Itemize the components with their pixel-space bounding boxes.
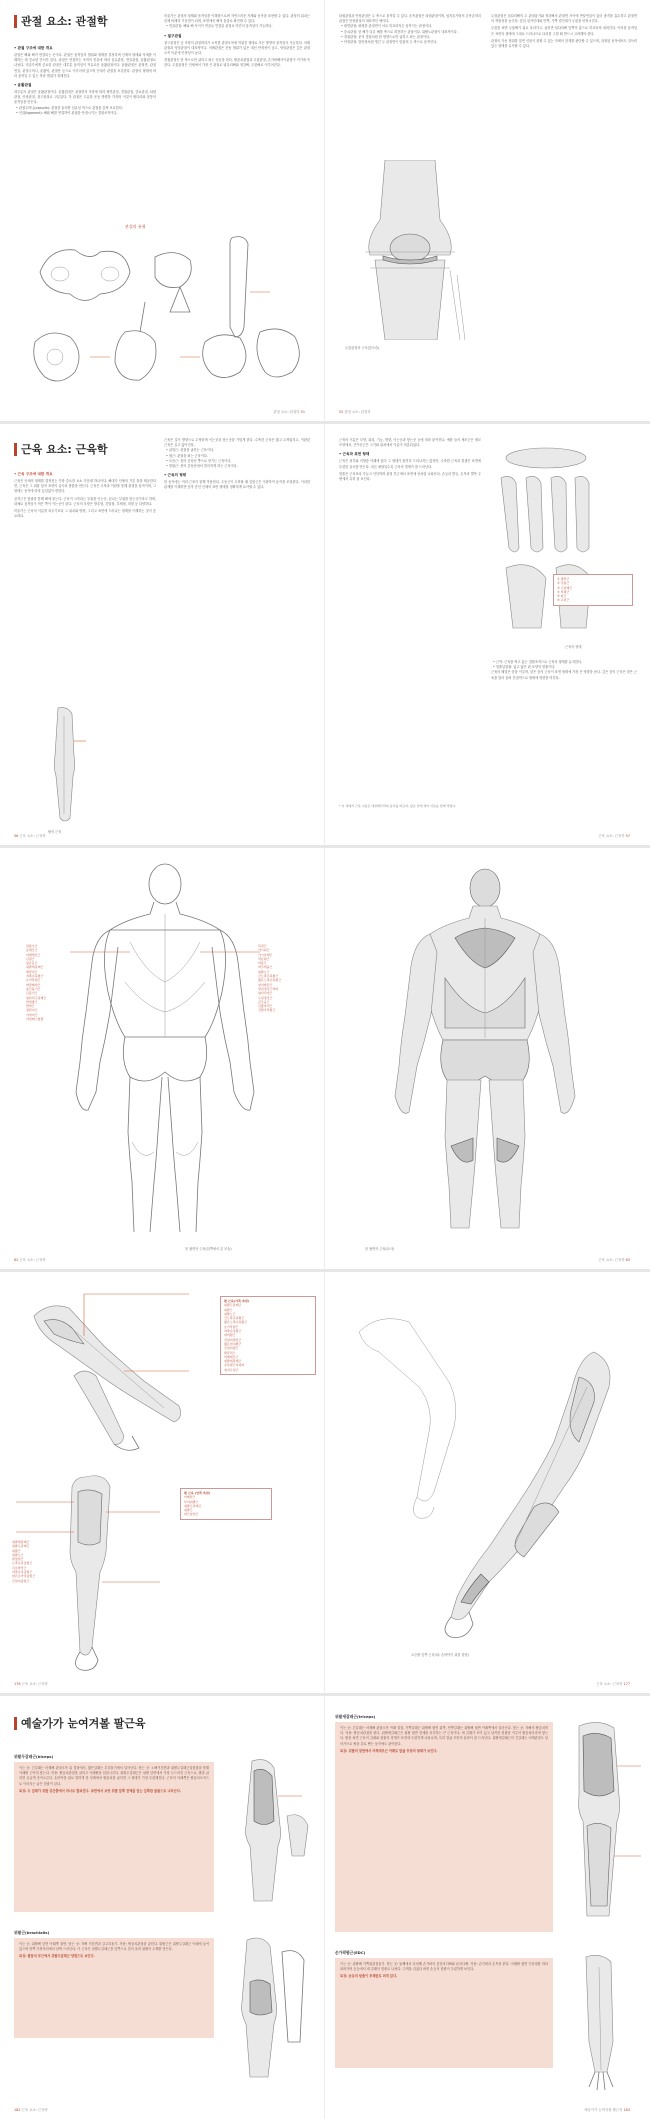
muscle-label: 마름근	[258, 961, 267, 966]
page-183	[325, 1696, 650, 2119]
chapter-marker	[14, 443, 17, 456]
muscle-label: 긴엄지굽힘근	[12, 1578, 30, 1583]
muscle-label: 자쪽손목폄근	[26, 974, 44, 979]
legend-item: ① 방추근	[557, 577, 570, 581]
text-column-1	[339, 438, 481, 482]
knee-joint-illustration	[345, 160, 480, 340]
legend-item: ③ 두갈래근	[557, 585, 573, 590]
page-52	[325, 0, 650, 421]
muscle-label: 짧은엄지폄근	[224, 1341, 242, 1346]
brachialis-info-box	[14, 1938, 214, 2038]
muscle-label: 넙다리두갈래근	[26, 995, 47, 1000]
muscle-label: 긴노쪽손목폄근	[224, 1316, 245, 1321]
edc-info-box	[335, 1958, 553, 2068]
muscle-label: 위팔근	[184, 1508, 193, 1513]
folio-title: 관절 요소: 관절학	[273, 410, 300, 414]
paragraph: 관절의 가동 범위를 알면 인물이 취할 수 있는 자세의 한계를 판단할 수 있으며, 과장된 동작에서도 설득력 있는 형태를 유지할 수 있다.	[491, 38, 637, 49]
footnote: * 이 책에서 근육 이름은 대한해부학회 용어를 따르며, 괄호 안에 영어 이름을 함께 적었다.	[339, 804, 457, 808]
bullet: • 경첩관절: 문의 경첩처럼 한 방향으로만 굽히고 펴는 관절이다.	[341, 34, 431, 39]
bullet: • 안장관절: 말안장처럼 생긴 두 관절면이 맞물려 두 축으로 움직인다.	[341, 40, 438, 45]
figure-caption: 몸 뒷면의 근육(뒤쪽에서 본 모습)	[185, 1247, 232, 1251]
muscle-label: 위팔세갈래근	[26, 965, 44, 970]
muscle-label: 짧은노쪽손목폄근	[258, 978, 282, 983]
muscle-label: 위팔노근	[12, 1552, 24, 1557]
biceps-illustration	[222, 1756, 317, 1906]
paragraph: 대부분의 관절은 윤활관절이다. 윤활관절은 관절면의 모양에 따라 평면관절, 경첩관절, 중쇠관절, 타원관절, 안장관절, 절구관절로 구분된다. 각 관절은 고유한 운동 방향을 가지며 이것이 팔다리와 몸통의 움직임을 만든다.	[14, 90, 156, 105]
page-56	[0, 424, 325, 845]
back-muscle-drawing	[385, 868, 585, 1238]
page-footer	[598, 1257, 630, 1262]
muscle-label: 네모엎침근	[184, 1512, 199, 1517]
muscle-label: 새끼폄근	[224, 1333, 236, 1338]
page-177	[325, 1272, 650, 1693]
medial-arm-muscle-box	[180, 1488, 272, 1520]
muscle-label: 위팔두갈래근	[12, 1544, 30, 1549]
folio-title: 근육 요소: 근육학	[21, 2108, 48, 2112]
muscle-label: 위팔세갈래근	[12, 1540, 30, 1544]
page-number: 176	[14, 1682, 21, 1686]
folio-title: 근육 요소: 근육학	[21, 1682, 48, 1686]
bullet: • 인대(ligament): 뼈와 뼈를 연결하여 관절을 안정시키는 결합조직이다.	[16, 110, 118, 115]
muscle-label: 긴발가락폄근	[258, 1008, 276, 1013]
legend-item: ⑥ 고리근	[557, 598, 570, 603]
page-footer	[584, 2107, 630, 2112]
muscle-label: 위팔세갈래근	[224, 1359, 242, 1364]
muscle-label: 위팔두갈래근	[184, 1503, 202, 1508]
paragraph: 근육은 피부와 지방층 아래에 있어 그 형태가 완전히 드러나지는 않지만, 수축한 근육과 힘줄은 표면에 뚜렷한 굴곡을 만든다. 마른 체형일수록 근육의 경계가 잘 드러난다.	[339, 459, 481, 469]
muscle-label: 넓은등근	[26, 961, 38, 966]
chapter-heading	[14, 14, 107, 28]
muscle-label: 긴엄지벌림근	[224, 1337, 242, 1342]
page-number: 56	[14, 834, 19, 838]
bullet: • 모음근: 몸의 중심선 쪽으로 당기는 근육이다.	[166, 458, 232, 463]
spread-arm-muscles	[0, 1272, 650, 1696]
paragraph: 이는 곳: 긴갈래는 어깨뼈 관절오목 위 결절에서, 짧은갈래는 부리돌기에서 일어난다. 닿는 곳: 노뼈거친면과 위팔두갈래근널힘줄을 통해 아래팔 근막에 닿는다. 작용: 팔꿈치관절을 굽히고 아래팔을 뒤침시킨다. 위팔두갈래근은 위팔 앞면에서 가장 두드러진 근육으로, 팔을 굽히면 둥글게 솟아오른다. 손바닥을 위로 향하게 한 상태에서 팔꿈치를 굽히면 그 형태가 가장 뚜렷해진다. 근육의 아래쪽은 팔꿈치오목으로 이어지는 굵은 힘줄이 된다.	[19, 1766, 209, 1786]
page-footer	[339, 409, 371, 414]
section-label: 위팔근(brachialis)	[14, 1930, 50, 1935]
arm-lateral-illustration	[14, 1286, 189, 1456]
page-176	[0, 1272, 325, 1693]
legend-item: ② 깃털근	[557, 581, 570, 586]
paragraph: 무릎관절은 넙다리뼈의 두 관절융기와 정강뼈의 관절면 사이에 반달연골이 있어 충격을 흡수하고 관절면의 적합성을 높인다. 앞뒤 십자인대와 안쪽, 가쪽 곁인대가 무릎을 안정시킨다.	[491, 14, 637, 24]
forearm-extensor-illustration	[561, 1952, 641, 2092]
paragraph: 경첩관절은 한 축으로만 굽히고 펴는 운동을 한다. 팔꿈치관절과 무릎관절, 손가락뼈사이관절이 여기에 속한다. 무릎관절은 인체에서 가장 큰 관절로 넙다리뼈와 정강뼈, 무릎뼈로 이루어진다.	[164, 58, 310, 68]
text-column-2	[491, 14, 637, 49]
muscle-label: 얕은손가락굽힘근	[12, 1574, 36, 1579]
paragraph: 타원관절과 안장관절은 두 축으로 움직일 수 있다. 손목관절은 타원관절이며, 엄지손가락의 손목손허리관절은 안장관절의 대표적인 예이다.	[339, 14, 481, 24]
legend-item: ④ 부채근	[557, 589, 570, 594]
muscle-label: 작은원근	[258, 956, 270, 961]
page-number: 183	[623, 2108, 630, 2112]
muscle-label: 큰모음근	[258, 999, 270, 1004]
muscle-label: 어깨밑근	[184, 1495, 196, 1500]
chapter-title: 관절 요소: 관절학	[21, 15, 108, 28]
muscle-label: 엄지두덩근	[224, 1367, 239, 1372]
bullet: • 근막: 근육을 싸고 있는 결합조직으로 근육의 형태를 유지한다.	[493, 660, 583, 664]
muscle-label: 반힘줄근	[26, 999, 38, 1004]
muscle-shapes-illustration	[491, 438, 601, 638]
muscle-label: 팔꿈치근	[26, 969, 38, 974]
right-label-list	[258, 944, 281, 1013]
muscle-label: 바깥배빗근	[26, 982, 41, 987]
muscle-label: 가시위근	[258, 948, 270, 953]
figure-title: 관절의 유형	[125, 224, 146, 229]
paragraph: 골격근은 힘줄을 통해 뼈에 붙는다. 근육이 시작되는 부위를 이는곳, 끝나는 부위를 닿는곳이라고 하며, 대체로 움직임이 적은 쪽이 이는곳이 된다. 근육의 모양은 방추형, 깃털형, 부채형, 띠형 등 다양하다.	[14, 496, 156, 506]
spread-muscles-intro	[0, 424, 650, 848]
paragraph: 근육은 길이 방향으로 수축하며 이는곳과 닿는곳을 가깝게 한다. 수축한 근육은 짧고 두꺼워지고, 이완된 근육은 길고 얇아진다.	[164, 438, 310, 448]
chapter-title: 근육 요소: 근육학	[21, 443, 108, 456]
feature-note: 특징: 팔꿈치 부근에서 위팔두갈래근 양옆으로 보인다.	[19, 1954, 95, 1959]
subheading: • 관절 구조에 대한 개요	[14, 46, 53, 50]
page-footer	[598, 833, 630, 838]
muscle-label: 팔꿈치근	[224, 1350, 236, 1355]
figure-caption: 팔의 근육	[48, 830, 62, 834]
paragraph: 이는 곳: 긴갈래는 어깨뼈 관절오목 아래 결절, 가쪽갈래는 위팔뼈 뒷면 위쪽, 안쪽갈래는 위팔뼈 뒷면 아래쪽에서 일어난다. 닿는 곳: 자뼈의 팔꿈치머리. 작용: 팔꿈치관절을 편다. 위팔세갈래근은 위팔 뒷면 전체를 차지하는 큰 근육이다. 세 갈래가 모여 넓고 납작한 힘줄을 이루어 팔꿈치머리에 닿는다. 팔을 펴면 근육의 갈래와 힘줄의 경계가 표면에 뚜렷하게 나타나며, 특히 말굽 모양의 윤곽이 잘 드러난다. 위팔세갈래근의 긴갈래는 어깨관절도 넘어가므로 팔을 뒤로 뻗는 동작에도 관여한다.	[340, 1726, 548, 1746]
page-footer	[14, 2107, 48, 2112]
page-number: 62	[14, 1258, 19, 1262]
left-label-list	[26, 944, 46, 1021]
page-number: 52	[339, 410, 344, 414]
spread-joints	[0, 0, 650, 424]
folio-title: 예술가가 눈여겨볼 팔근육	[584, 2108, 623, 2112]
lateral-arm-muscle-box	[220, 1296, 316, 1375]
muscle-label: 손가락폄근	[26, 978, 41, 983]
muscle-label: 위팔두갈래근	[224, 1303, 242, 1308]
muscle-label: 긴노쪽손목폄근	[258, 974, 279, 979]
muscle-label: 중간볼기근	[26, 986, 41, 991]
muscle-label: 엉덩정강근막띠	[258, 986, 279, 991]
muscle-label: 아킬레스힘줄	[26, 1017, 44, 1022]
bullet: • 평면관절: 평평한 관절면이 서로 미끄러지듯 움직이는 관절이다.	[341, 24, 433, 29]
subheading: • 절구관절	[164, 33, 182, 38]
page-footer	[273, 409, 305, 414]
text-column-1	[14, 42, 156, 116]
brachialis-illustration	[222, 1932, 317, 2082]
chapter-heading	[14, 442, 107, 456]
paragraph: 이는 곳: 위팔뼈 앞면 아래쪽 절반. 닿는 곳: 자뼈 거친면과 갈고리돌기. 작용: 팔꿈치관절을 굽힌다. 위팔근은 위팔두갈래근 아래에 놓여 있으며 양쪽 가장자리에서 살짝 드러난다. 이 근육은 위팔두갈래근을 앞쪽으로 밀어 올려 위팔의 두께를 만든다.	[19, 1942, 209, 1952]
subheading: • 근육 구조에 대한 개요	[14, 472, 53, 476]
triceps-illustration	[559, 1716, 644, 1926]
paragraph: 한 동작에는 여러 근육이 함께 작용한다. 주동근이 수축할 때 길항근은 이완하여 동작을 조절한다. 이러한 관계를 이해하면 동작 중인 인체의 표면 형태를 정확하게 묘사할 수 있다.	[164, 480, 310, 490]
muscle-label: 노쪽손목굽힘근	[12, 1561, 33, 1566]
muscle-label: 손가락폄근	[224, 1324, 239, 1329]
subheading: • 윤활관절	[14, 83, 32, 88]
muscle-label: 가자미근	[26, 1012, 38, 1017]
muscle-label: 가시아래근	[258, 952, 273, 957]
muscle-label: 어깨세모근	[224, 1354, 239, 1359]
subheading: • 근육의 형태	[164, 473, 187, 478]
muscle-label: 등세모근	[26, 948, 38, 953]
muscle-label: 뒤통수근	[26, 944, 38, 948]
muscle-label: 자쪽손목굽힘근	[12, 1570, 33, 1575]
page-number: 51	[300, 410, 305, 414]
bullet: • 벌림근: 몸의 중심선에서 멀어지게 하는 근육이다.	[166, 464, 238, 469]
muscle-label: 긴손바닥근	[12, 1565, 27, 1570]
box-title: 팔 근육(가쪽 측면)	[224, 1299, 250, 1303]
muscle-label: 손목폄근지지띠	[224, 1363, 245, 1368]
section-label: 위팔두갈래근(biceps)	[14, 1754, 54, 1759]
medial-label-list	[12, 1540, 35, 1583]
chapter-title: 예술가가 눈여겨볼 팔근육	[21, 1717, 146, 1730]
text-column-2	[164, 14, 310, 69]
folio-title: 근육 요소: 근육학	[598, 1258, 625, 1262]
bullet: • 힘줄널힘줄: 넓고 얇은 판 모양의 힘줄이다.	[493, 665, 556, 670]
page-number: 57	[625, 834, 630, 838]
bullet: • 굽힘근: 관절을 굽히는 근육이다.	[166, 448, 215, 453]
legend-item: ⑤ 띠근	[557, 594, 567, 599]
page-63	[325, 848, 650, 1269]
bullet: • 폄근: 관절을 펴는 근육이다.	[166, 453, 208, 458]
back-muscle-diagram	[70, 862, 260, 1242]
chapter-marker	[14, 1717, 17, 1730]
chapter-heading	[14, 1716, 146, 1730]
paragraph: 관절은 뼈와 뼈가 연결되는 곳이다. 관절은 움직임의 범위와 형태를 결정하며 인체의 형태와 자세를 이해하는 데 중요한 단서가 된다. 관절은 연결하는 조직의 종류에 따라 섬유관절, 연골관절, 윤활관절로 나뉜다. 미술가에게 중요한 관절은 대부분 움직임이 자유로운 윤활관절이다. 윤활관절은 관절면, 관절연골, 관절주머니, 윤활막, 관절안 등으로 이루어져 있으며 인대가 관절을 보강한다. 관절의 형태에 따라 움직일 수 있는 축과 범위가 정해진다.	[14, 53, 156, 78]
page-footer	[14, 1257, 46, 1262]
muscle-label: 장딴지근	[26, 1008, 38, 1013]
muscle-label: 원엎침근	[12, 1557, 24, 1562]
muscle-label: 자쪽손목폄근	[224, 1329, 242, 1334]
paragraph: 미술가는 근육의 이름을 외우기보다 그 위치와 방향, 그리고 표면에 드러나는 형태를 이해하는 것이 중요하다.	[14, 509, 156, 519]
paragraph: 근육의 배열은 층을 이루며, 얕은 층의 근육이 표면 형태에 가장 큰 영향을 준다. 깊은 층의 근육은 얕은 근육을 밀어 올려 간접적으로 형태에 영향을 미친다.	[491, 670, 637, 680]
spread-back-muscles	[0, 848, 650, 1272]
box-title: 팔 근육 (안쪽 측면)	[184, 1491, 211, 1495]
folio-title: 근육 요소: 근육학	[596, 1682, 623, 1686]
biceps-info-box	[14, 1762, 214, 1912]
figure-caption: 근육의 형태	[565, 645, 582, 649]
paragraph: 무릎을 펴면 무릎뼈가 위로 올라가고, 굽히면 넙다리뼈 앞쪽의 홈으로 미끄러져 내려간다. 이러한 움직임은 표면의 형태에 그대로 드러나므로 다리를 그릴 때 반드시 고려해야 한다.	[491, 26, 637, 36]
muscle-shape-legend	[553, 574, 633, 606]
paragraph: 근육의 이름은 모양, 위치, 기능, 방향, 이는곳과 닿는곳 등에 따라 붙여진다. 예를 들어 세모근은 세모 모양에서, 큰가슴근은 크기와 위치에서 이름이 비롯되었다.	[339, 438, 481, 448]
muscle-label: 위팔근	[12, 1548, 21, 1553]
paragraph: 미술가는 관절의 형태와 움직임을 이해함으로써 자연스러운 자세와 동작을 표현할 수 있다. 관절의 위치는 신체 비례의 기준점이 되며, 표면에서 뼈의 돌출로 확인할 수 있다.	[164, 14, 310, 24]
muscle-label: 어깨세모근	[26, 952, 41, 957]
muscle-label: 부리위팔근	[184, 1499, 199, 1504]
figure-caption: 몸 뒷면의 근육(묘사)	[365, 1247, 395, 1251]
feature-note: 특징: 두 갈래가 위팔 중간쯤에서 하나로 합쳐진다. 표면에서 보면 위팔 앞쪽 전체를 덮는 길쭉한 볼륨으로 나타난다.	[19, 1788, 181, 1793]
feature-note: 특징: 위팔의 뒷면에서 어깨세모근 아래로 말굽 모양의 형태가 보인다.	[340, 1748, 438, 1753]
page-number: 182	[14, 2108, 21, 2112]
muscle-label: 긴종아리근	[258, 1004, 273, 1009]
muscle-label: 위팔노근	[224, 1311, 236, 1316]
paragraph: 이는 곳: 위팔뼈 가쪽위관절융기. 닿는 곳: 둘째에서 다섯째 손가락의 중간마디뼈와 끝마디뼈. 작용: 손가락과 손목을 편다. 아래팔 뒷면 가운데를 따라 내려가며 손등에서 네 갈래의 힘줄로 나뉜다. 주먹을 쥐었다 펴면 손등의 힘줄이 뚜렷하게 보인다.	[340, 1962, 548, 1972]
folio-title: 근육 요소: 근육학	[19, 834, 46, 838]
page-51	[0, 0, 325, 421]
section-label: 손가락폄근(EDC)	[335, 1950, 366, 1955]
muscle-label: 위팔근	[224, 1307, 233, 1312]
chapter-marker	[14, 15, 17, 28]
page-footer	[596, 1681, 630, 1686]
paragraph: 절구관절은 공 모양의 관절머리가 오목한 관절오목에 끼워진 형태로 모든 방향의 움직임이 가능하다. 어깨관절과 엉덩관절이 대표적이다. 어깨관절은 운동 범위가 넓은 대신 안정성이 낮고, 엉덩관절은 깊은 관절오목 덕분에 안정성이 높다.	[164, 40, 310, 56]
page-57	[325, 424, 650, 845]
spread-arm-for-artists	[0, 1696, 650, 2119]
muscle-label: 짧은노쪽손목폄근	[224, 1320, 248, 1325]
folio-title: 근육 요소: 근육학	[19, 1258, 46, 1262]
page-62	[0, 848, 325, 1269]
paragraph: 근육은 인체의 형태를 결정짓는 가장 중요한 요소 가운데 하나이다. 뼈대가 인체의 기본 틀을 제공한다면, 근육은 그 위를 덮어 표면의 굴곡과 볼륨을 만든다. 근육은 수축과 이완을 통해 관절을 움직이며, 그 형태는 동작에 따라 끊임없이 변한다.	[14, 479, 156, 494]
page-number: 177	[623, 1682, 630, 1686]
page-footer	[14, 1681, 48, 1686]
page-number: 63	[625, 1258, 630, 1262]
muscle-label: 엄지벌림근	[258, 982, 273, 987]
folio-title: 관절 요소: 관절학	[344, 410, 371, 414]
muscle-label: 긴엄지폄근	[224, 1346, 239, 1351]
page-182	[0, 1696, 325, 2119]
text-column-2	[164, 438, 310, 491]
muscle-label: 넙다리빗근	[258, 991, 273, 996]
arm-anterior-sketch	[339, 1292, 629, 1642]
muscle-label: 반막근	[26, 1004, 35, 1009]
muscle-label: 위팔노근	[258, 969, 270, 974]
text-column-2	[491, 660, 637, 681]
muscle-label: 척주세움근	[258, 965, 273, 970]
arm-muscle-illustration	[40, 706, 90, 826]
bullet: • 중쇠관절: 한 뼈가 다른 뼈를 축으로 회전하는 관절이다. 위팔노관절이 대표적이다.	[341, 29, 458, 34]
folio-title: 근육 요소: 근육학	[598, 834, 625, 838]
muscle-label: 목빗근	[258, 944, 267, 948]
muscle-label: 큰볼기근	[26, 991, 38, 996]
subheading: • 근육과 표면 형태	[339, 452, 370, 457]
bullet: • 관절주머니(capsule): 관절을 둘러싼 섬유성 막으로 관절을 감싸 보호한다.	[16, 105, 123, 110]
feature-note: 특징: 손등의 힘줄이 부채꼴로 퍼져 있다.	[340, 1974, 398, 1979]
bullet: • 연골관절: 뼈와 뼈 사이가 연골로 연결된 관절로 약간의 움직임이 가능하다.	[166, 24, 273, 29]
figure-caption: 무릎관절의 구조(앞모습)	[345, 346, 380, 350]
figure-caption: 오른팔 앞쪽 근육(위: 손바닥이 위를 향함)	[411, 1653, 469, 1657]
joint-types-illustration	[30, 232, 315, 402]
paragraph: 힘줄은 근육보다 가늘고 단단하며 관절 부근에서 표면에 선처럼 나타난다. 손등과 발등, 손목과 발목 주변에서 특히 잘 보인다.	[339, 471, 481, 482]
muscle-label: 큰원근	[26, 956, 35, 961]
section-label: 위팔세갈래근(triceps)	[335, 1714, 376, 1719]
triceps-info-box	[335, 1722, 553, 1932]
muscle-label: 두덩정강근	[258, 995, 273, 1000]
page-footer	[14, 833, 46, 838]
text-column-1	[339, 14, 481, 45]
text-column-1	[14, 468, 156, 519]
